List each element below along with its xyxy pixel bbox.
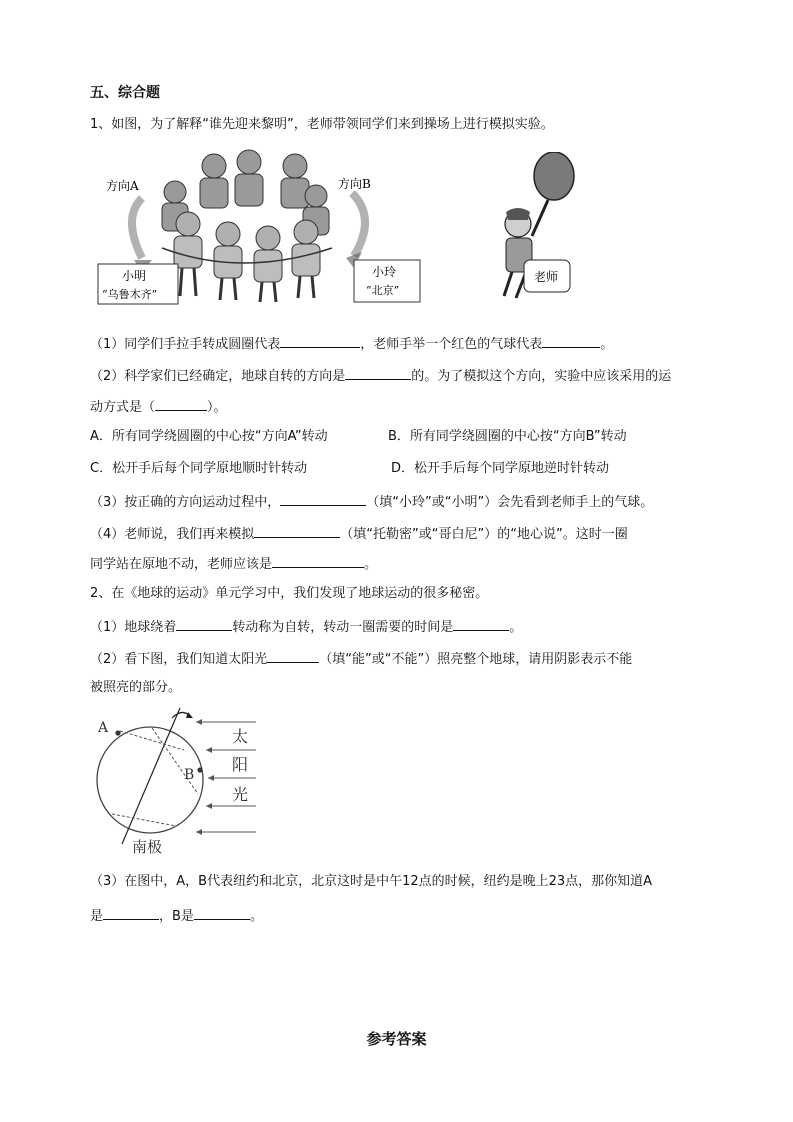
- q1-part1-blank-1[interactable]: [280, 333, 360, 348]
- xiaoming-city: “乌鲁木齐”: [102, 288, 158, 301]
- section-title: 五、综合题: [90, 85, 160, 101]
- student-body: [200, 178, 228, 208]
- student-head: [202, 154, 226, 178]
- sun-text-3: 光: [232, 785, 249, 804]
- q1-option-c: C．松开手后每个同学原地顺时针转动: [90, 461, 308, 476]
- red-balloon: [534, 152, 574, 200]
- q2-part1-text-a: （1）地球绕着: [90, 620, 177, 635]
- q2-part2-line1: [90, 648, 632, 669]
- q1-part2-blank-1[interactable]: [345, 365, 411, 380]
- q1-part1-text-a: （1）同学们手拉手转成圆圈代表: [90, 337, 281, 352]
- label-b: B: [184, 767, 195, 783]
- q1-part2-text-a: （2）科学家们已经确定，地球自转的方向是: [90, 369, 346, 384]
- q2-part1-blank-1[interactable]: [176, 616, 232, 631]
- q2-part1-text-c: 。: [509, 620, 523, 635]
- earth-axis: [122, 708, 180, 844]
- q1-part3-text-b: （填“小玲”或“小明”）会先看到老师手上的气球。: [366, 495, 654, 510]
- point-b: [197, 767, 202, 772]
- q2-part3-text-c: ，B是: [159, 909, 194, 924]
- direction-a-label: 方向A: [106, 179, 139, 193]
- q1-part2-line1: [90, 365, 671, 386]
- q1-part4-text-c: 同学站在原地不动，老师应该是: [90, 557, 273, 572]
- q1-option-d: D．松开手后每个同学原地逆时针转动: [391, 461, 610, 476]
- q2-part3-line1: （3）在图中，A，B代表纽约和北京，北京这时是中午12点的时候，纽约是晚上23点，那你知道A: [90, 874, 653, 889]
- q2-part3-blank-b[interactable]: [194, 905, 250, 920]
- q2-part3-text-d: 。: [249, 909, 263, 924]
- q2-part1-text-b: 转动称为自转，转动一圈需要的时间是: [232, 620, 454, 635]
- q1-part1-text-b: ，老师手举一个红色的气球代表: [360, 337, 543, 352]
- q1-option-b: B．所有同学绕圆圈的中心按“方向B”转动: [388, 429, 627, 444]
- teacher-balloon-figure: [486, 152, 586, 302]
- q2-stem: 2、在《地球的运动》单元学习中，我们发现了地球运动的很多秘密。: [90, 586, 489, 601]
- direction-a-arrow: [132, 198, 142, 258]
- q2-part1: [90, 616, 522, 637]
- q2-part3-text-b: 是: [90, 909, 104, 924]
- q1-part4-blank-2[interactable]: [272, 553, 364, 568]
- q2-part3-line2: [90, 905, 263, 926]
- q2-part2-text-a: （2）看下图，我们知道太阳光: [90, 652, 268, 667]
- earth-sunlight-figure: [92, 704, 262, 856]
- q1-part3-text-a: （3）按正确的方向运动过程中，: [90, 495, 281, 510]
- q1-part2-line2: [90, 396, 227, 417]
- answer-title: 参考答案: [366, 1030, 427, 1048]
- direction-b-arrow: [352, 193, 365, 256]
- xiaoming-name: 小明: [122, 269, 147, 283]
- q1-stem: 1、如图，为了解释“谁先迎来黎明”，老师带领同学们来到操场上进行模拟实验。: [90, 117, 554, 132]
- point-a: [115, 730, 120, 735]
- q1-part3: [90, 491, 653, 512]
- q2-part3-blank-a[interactable]: [103, 905, 159, 920]
- q1-part1-blank-2[interactable]: [542, 333, 600, 348]
- q1-part4-text-a: （4）老师说，我们再来模拟: [90, 527, 255, 542]
- teacher-label: 老师: [534, 270, 559, 284]
- q1-part4-text-d: 。: [364, 557, 378, 572]
- sun-text-2: 阳: [232, 755, 249, 774]
- q1-part1: [90, 333, 613, 354]
- south-pole-label: 南极: [132, 838, 163, 856]
- q2-part2-line2: 被照亮的部分。: [90, 680, 182, 695]
- xiaoling-city: “北京”: [366, 284, 400, 297]
- direction-b-label: 方向B: [338, 177, 371, 191]
- q2-part2-blank[interactable]: [267, 648, 319, 663]
- q1-part4-blank-1[interactable]: [254, 523, 340, 538]
- q1-part2-choice-blank[interactable]: [155, 396, 207, 411]
- sun-text-1: 太: [232, 727, 249, 746]
- q1-part2-text-d: ）。: [207, 400, 227, 415]
- q1-students-circle-figure: [92, 148, 427, 308]
- q1-part4-line2: [90, 553, 377, 574]
- q1-part2-text-c: 动方式是（: [90, 400, 156, 415]
- q1-part4-text-b: （填“托勒密”或“哥白尼”）的“地心说”。这时一圈: [340, 527, 628, 542]
- q1-part1-text-c: 。: [600, 337, 614, 352]
- q1-part2-text-b: 的。为了模拟这个方向，实验中应该采用的运: [411, 369, 672, 384]
- q2-part1-blank-2[interactable]: [453, 616, 509, 631]
- q1-part3-blank[interactable]: [280, 491, 366, 506]
- label-a: A: [98, 720, 109, 736]
- xiaoling-name: 小玲: [372, 265, 397, 279]
- q2-part2-text-b: （填“能”或“不能”）照亮整个地球，请用阴影表示不能: [319, 652, 633, 667]
- q1-part4-line1: [90, 523, 628, 544]
- q1-option-a: A．所有同学绕圆圈的中心按“方向A”转动: [90, 429, 328, 444]
